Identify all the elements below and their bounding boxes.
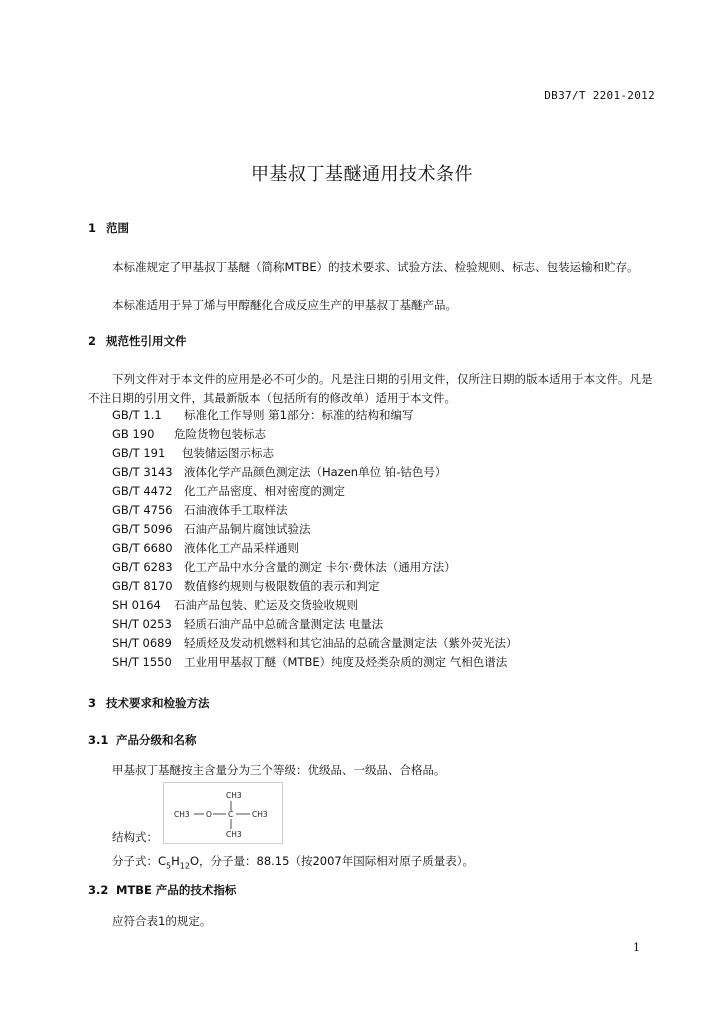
reference-item <box>112 654 518 673</box>
reference-code: SH/T 1550 <box>112 655 172 669</box>
reference-title: 包装储运图示标志 <box>182 446 274 460</box>
formula-bottom-group: CH3 <box>226 830 242 839</box>
section-title: MTBE 产品的技术指标 <box>116 883 237 897</box>
reference-title: 数值修约规则与极限数值的表示和判定 <box>184 579 380 593</box>
reference-item <box>112 616 518 635</box>
normative-references-list <box>112 407 518 673</box>
reference-code: GB/T 4756 <box>112 503 173 517</box>
reference-title: 石油产品铜片腐蚀试验法 <box>184 522 311 536</box>
section-title: 规范性引用文件 <box>106 334 187 348</box>
reference-title: 化工产品密度、相对密度的测定 <box>184 484 345 498</box>
molecular-formula-line <box>112 853 474 870</box>
document-title: 甲基叔丁基醚通用技术条件 <box>251 164 473 185</box>
reference-item <box>112 445 518 464</box>
reference-code: GB/T 191 <box>112 446 166 460</box>
reference-title: 石油液体手工取样法 <box>184 503 288 517</box>
reference-code: GB 190 <box>112 427 155 441</box>
reference-title: 标准化工作导则 第1部分：标准的结构和编写 <box>184 408 414 422</box>
section-title: 技术要求和检验方法 <box>106 696 210 710</box>
reference-item <box>112 426 518 445</box>
reference-title: 液体化工产品采样通则 <box>184 541 299 555</box>
grade-paragraph: 甲基叔丁基醚按主含量分为三个等级：优级品、一级品、合格品。 <box>112 763 446 777</box>
section-title: 产品分级和名称 <box>116 733 197 747</box>
reference-code: GB/T 5096 <box>112 522 173 536</box>
reference-item <box>112 407 518 426</box>
reference-title: 危险货物包装标志 <box>174 427 266 441</box>
section-1-heading <box>88 220 129 236</box>
section-3-heading <box>88 695 210 711</box>
reference-title: 液体化学产品颜色测定法（Hazen单位 铂-钴色号） <box>184 465 447 479</box>
structural-formula <box>163 782 283 844</box>
section-title: 范围 <box>106 221 129 235</box>
formula-carbon: C <box>228 810 234 819</box>
paragraph-text: 本标准规定了甲基叔丁基醚（简称MTBE）的技术要求、试验方法、检验规则、标志、包装运输和贮存。 <box>112 260 639 274</box>
section-3-1-heading <box>88 732 197 748</box>
section-3-2-heading <box>88 882 236 898</box>
reference-code: SH/T 0253 <box>112 617 172 631</box>
reference-item <box>112 464 518 483</box>
section-number: 3 <box>88 696 97 710</box>
reference-title: 石油产品包装、贮运及交货验收规则 <box>174 598 358 612</box>
molecular-rest: O，分子量：88.15（按2007年国际相对原子质量表）。 <box>189 854 474 868</box>
page-number: 1 <box>633 941 640 954</box>
section-2-paragraph-1 <box>88 370 658 408</box>
standard-code: DB37/T 2201-2012 <box>544 89 655 102</box>
molecular-label: 分子式： <box>112 854 158 868</box>
reference-title: 轻质烃及发动机燃料和其它油品的总硫含量测定法（紫外荧光法） <box>184 636 518 650</box>
section-1-paragraph-1 <box>88 258 658 277</box>
reference-item <box>112 521 518 540</box>
reference-code: GB/T 1.1 <box>112 408 162 422</box>
section-3-2-paragraph: 应符合表1的规定。 <box>112 914 212 928</box>
section-number: 1 <box>88 221 97 235</box>
reference-title: 工业用甲基叔丁醚（MTBE）纯度及烃类杂质的测定 气相色谱法 <box>184 655 508 669</box>
reference-code: GB/T 6680 <box>112 541 173 555</box>
reference-title: 化工产品中水分含量的测定 卡尔·费休法（通用方法） <box>184 560 456 574</box>
formula-oxygen: O <box>206 810 212 819</box>
molecular-h: H <box>171 854 180 868</box>
formula-left-group: CH3 <box>174 810 190 819</box>
reference-code: GB/T 6283 <box>112 560 173 574</box>
section-2-heading <box>88 333 187 349</box>
reference-code: GB/T 4472 <box>112 484 173 498</box>
reference-item <box>112 635 518 654</box>
reference-item <box>112 502 518 521</box>
reference-item <box>112 540 518 559</box>
reference-code: SH/T 0689 <box>112 636 172 650</box>
paragraph-text: 本标准适用于异丁烯与甲醇醚化合成反应生产的甲基叔丁基醚产品。 <box>112 298 457 312</box>
reference-title: 轻质石油产品中总硫含量测定法 电量法 <box>184 617 384 631</box>
reference-item <box>112 597 518 616</box>
structure-label: 结构式： <box>112 830 158 844</box>
reference-code: GB/T 3143 <box>112 465 173 479</box>
reference-code: GB/T 8170 <box>112 579 173 593</box>
reference-item <box>112 483 518 502</box>
reference-item <box>112 578 518 597</box>
section-number: 2 <box>88 334 97 348</box>
molecular-c: C <box>158 854 167 868</box>
formula-right-group: CH3 <box>252 810 268 819</box>
paragraph-text: 下列文件对于本文件的应用是必不可少的。凡是注日期的引用文件，仅所注日期的版本适用于本文件。凡是不注日期的引用文件，其最新版本（包括所有的修改单）适用于本文件。 <box>88 372 653 405</box>
reference-item <box>112 559 518 578</box>
section-1-paragraph-2 <box>88 296 658 315</box>
formula-top-group: CH3 <box>226 791 242 800</box>
molecular-h-subscript: 12 <box>179 861 190 871</box>
section-number: 3.2 <box>88 883 109 897</box>
molecular-c-subscript: 5 <box>166 861 172 871</box>
reference-code: SH 0164 <box>112 598 161 612</box>
section-number: 3.1 <box>88 733 109 747</box>
